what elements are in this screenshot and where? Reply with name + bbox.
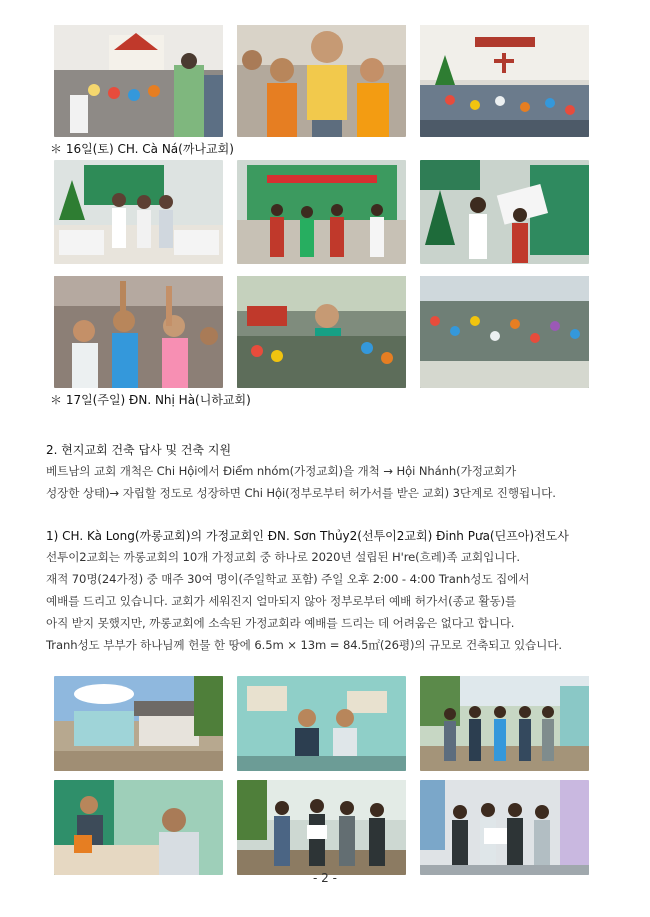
body-line: 재적 70명(24가정) 중 매주 30여 명이(주일학교 포함) 주일 오후 2:00 - 4:00 Tranh성도 집에서 xyxy=(46,572,530,586)
caption-nhiha-church: ＊ 17일(주일) ĐN. Nhị Hà(니하교회) xyxy=(50,393,251,407)
subsection-body xyxy=(46,546,608,656)
body-line: Tranh성도 부부가 하나님께 헌물 한 땅에 6.5m × 13m = 84.5㎡(26평)의 규모로 건축되고 있습니다. xyxy=(46,638,562,652)
body-line: 아직 받지 못했지만, 까롱교회에 소속된 가정교회라 예배를 드리는 데 어려움은 없다고 합니다. xyxy=(46,616,515,630)
body-line: 선투이2교회는 까롱교회의 10개 가정교회 중 하나로 2020년 설립된 H're(흐레)족 교회입니다. xyxy=(46,550,520,564)
photo-group-with-certificate xyxy=(420,780,589,875)
photo-children-raising-hands xyxy=(54,276,223,388)
page-number: - 2 - xyxy=(313,871,337,885)
caption-cana-church: ＊ 16일(토) CH. Cà Ná(까나교회) xyxy=(50,142,234,156)
photo-men-holding-papers xyxy=(237,780,406,875)
intro-line: 베트남의 교회 개척은 Chi Hội에서 Điểm nhóm(가정교회)을 개척 → Hội Nhánh(가정교회가 xyxy=(46,464,517,478)
body-line: 예배를 드리고 있습니다. 교회가 세워진지 얼마되지 않아 정부로부터 예배 허가서(종교 활동)를 xyxy=(46,594,517,608)
photo-two-men-indoors xyxy=(237,676,406,771)
photo-christmas-performance xyxy=(237,160,406,264)
subsection-heading: 1) CH. Kà Long(까롱교회)의 가정교회인 ĐN. Sơn Thủy2(선투이2교회) Đinh Pưa(딘프아)전도사 xyxy=(46,529,569,543)
photo-children-activity xyxy=(237,276,406,388)
intro-line: 성장한 상태)→ 자립할 정도로 성장하면 Chi Hội(정부로부터 허가서를 받은 교회) 3단계로 진행됩니다. xyxy=(46,486,556,500)
photo-presenter-with-sign xyxy=(420,160,589,264)
section-intro xyxy=(46,460,608,504)
photo-group-outside-house xyxy=(420,676,589,771)
photo-house-construction-site xyxy=(54,676,223,771)
photo-church-hall-crowd xyxy=(420,25,589,137)
photo-children-smiling xyxy=(237,25,406,137)
section-heading: 2. 현지교회 건축 답사 및 건축 지원 xyxy=(46,443,232,457)
photo-gift-bags-donation xyxy=(54,160,223,264)
photo-signing-documents xyxy=(54,780,223,875)
photo-large-crowd-outdoors xyxy=(420,276,589,388)
photo-christmas-stage-children xyxy=(54,25,223,137)
